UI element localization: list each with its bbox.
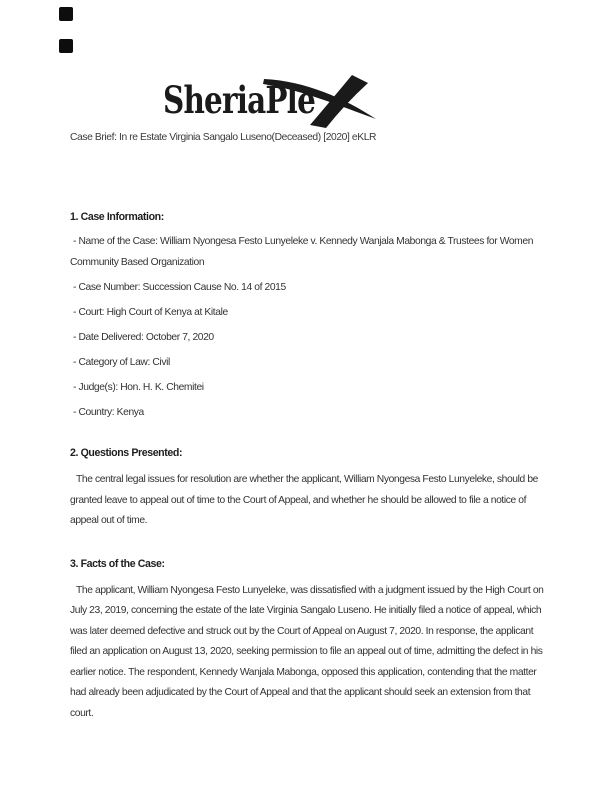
- case-info-country: - Country: Kenya: [73, 406, 144, 418]
- case-info-category: - Category of Law: Civil: [73, 356, 170, 368]
- questions-presented-paragraph: The central legal issues for resolution are whether the applicant, William Nyongesa Festo Lunyeleke, should be granted leave to appeal out of time to the Court of Appeal, and whether he should be allowed to file a notice of appeal out of time.: [70, 474, 538, 526]
- document-body: [70, 130, 552, 724]
- case-info-court: - Court: High Court of Kenya at Kitale: [73, 306, 228, 318]
- sheriaplex-logo: [163, 68, 381, 128]
- case-info-name: - Name of the Case: William Nyongesa Festo Lunyeleke v. Kennedy Wanjala Mabonga & Trustees for Women Community Based Organization: [70, 236, 534, 268]
- section-heading-facts-of-the-case: 3. Facts of the Case:: [70, 557, 165, 570]
- section-heading-case-information: 1. Case Information:: [70, 211, 164, 223]
- document-title: Case Brief: In re Estate Virginia Sangalo Luseno(Deceased) [2020] eKLR: [70, 132, 377, 143]
- corner-mark-top: [59, 7, 73, 21]
- section-heading-questions-presented: 2. Questions Presented:: [70, 447, 183, 459]
- facts-of-the-case-paragraph: The applicant, William Nyongesa Festo Lunyeleke, was dissatisfied with a judgment issued by the High Court on July 23, 2019, concerning the estate of the late Virginia Sangalo Luseno. He initially filed a notice of appeal, which was later deemed defective and struck out by the Court of Appeal on August 7, 2020. In response, the applicant filed an application on August 13, 2020, seeking permission to file an appeal out of time, admitting the defect in his earlier notice. The respondent, Kennedy Wanjala Mabonga, opposed this application, contending that the matter had already been adjudicated by the Court of Appeal and that the applicant should seek an extension from that court.: [70, 584, 544, 719]
- corner-mark-bottom: [59, 39, 73, 53]
- logo-x-swoosh-cross: [310, 75, 368, 128]
- logo-text: SheriaPle: [163, 78, 315, 122]
- case-info-date-delivered: - Date Delivered: October 7, 2020: [73, 331, 214, 343]
- case-info-judges: - Judge(s): Hon. H. K. Chemitei: [73, 381, 204, 393]
- case-info-case-number: - Case Number: Succession Cause No. 14 of 2015: [73, 281, 286, 293]
